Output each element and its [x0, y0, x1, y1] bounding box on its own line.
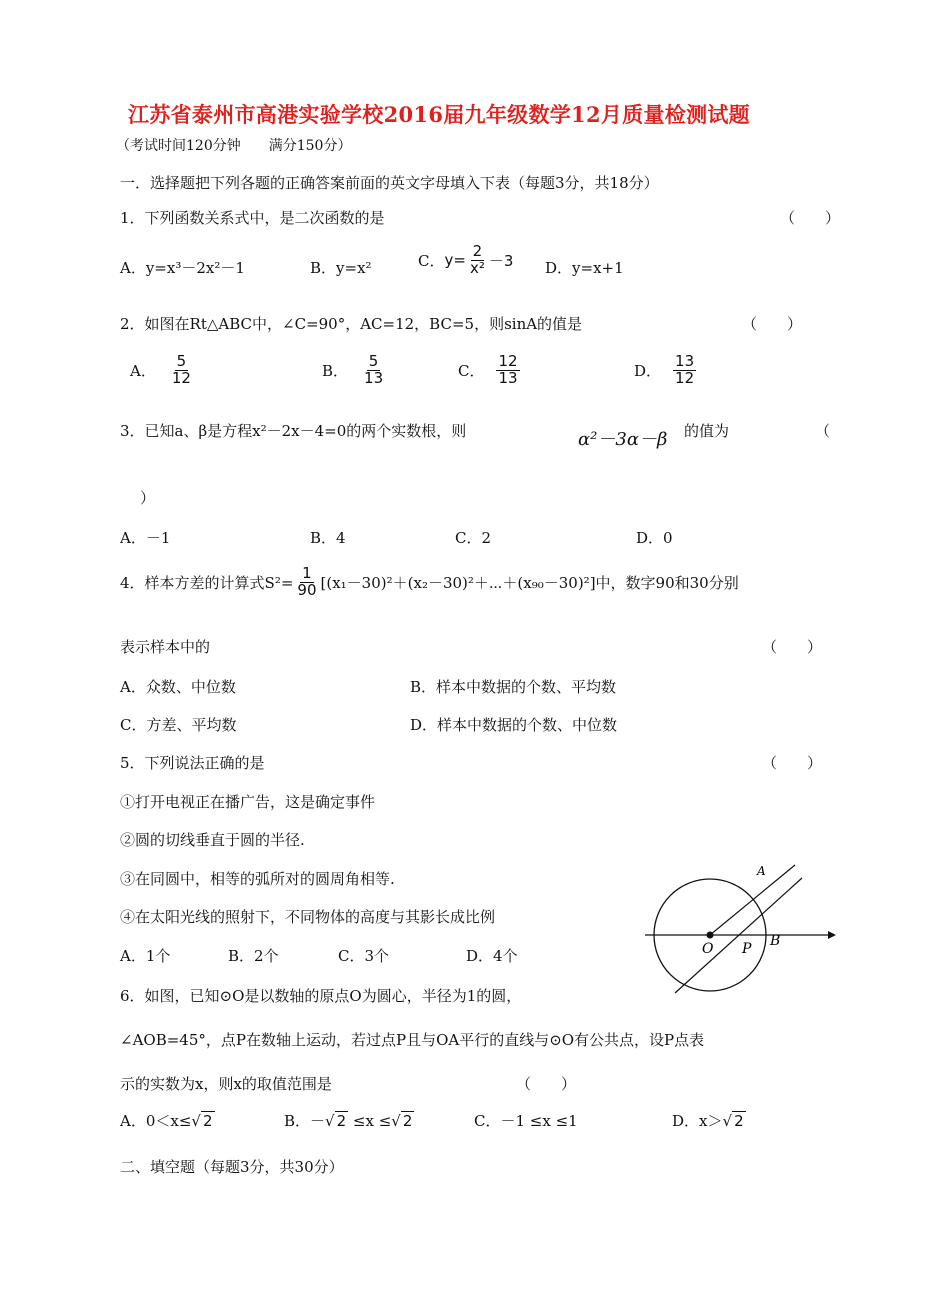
q2-option-d — [634, 354, 698, 387]
q2-text: 2．如图在Rt△ABC中，∠C=90°，AC=12，BC=5，则sinA的值是 — [120, 315, 583, 333]
q3-option-b: B．4 — [310, 529, 346, 547]
q6-option-d-sqrt: √ 2 — [722, 1112, 744, 1130]
q2-option-a-fraction — [170, 354, 193, 387]
q3-bracket-open: （ — [815, 422, 831, 440]
q2-option-b-numerator: 5 — [368, 352, 379, 370]
q4-option-c: C．方差、平均数 — [120, 716, 237, 734]
q1-text: 1．下列函数关系式中，是二次函数的是 — [120, 209, 385, 227]
q3-option-c: C．2 — [455, 529, 492, 547]
q2-option-a-numerator: 5 — [176, 352, 187, 370]
q4-option-a: A．众数、中位数 — [120, 678, 236, 696]
q2-option-c-label: C． — [458, 361, 485, 380]
q2-option-d-numerator: 13 — [675, 352, 695, 370]
q2-option-a — [130, 354, 195, 387]
q6-option-a-prefix: A．0＜x≤ — [120, 1112, 192, 1130]
q2-option-c — [458, 354, 522, 387]
q1-option-c-numerator: 2 — [472, 242, 483, 260]
q1-option-c-label: C． — [418, 251, 445, 270]
q1-option-c-denominator: x² — [469, 258, 485, 277]
q6-option-b-sqrt-2: √ 2 — [391, 1112, 413, 1130]
q5-statement-2: ②圆的切线垂直于圆的半径. — [120, 831, 305, 849]
q5-answer-bracket: （ ） — [762, 754, 823, 772]
number-line-arrowhead — [828, 931, 836, 939]
q4-option-d: D．样本中数据的个数、中位数 — [410, 716, 618, 734]
q6-option-d-radicand: 2 — [734, 1112, 744, 1130]
q3-option-d: D．0 — [636, 529, 673, 547]
q5-option-c: C．3个 — [338, 947, 390, 965]
q4-text-suffix: [(x₁－30)²＋(x₂－30)²＋⋯＋(x₉₀－30)²]中，数字90和30分别 — [320, 573, 739, 592]
q4-denominator: 90 — [297, 580, 317, 599]
q6-option-b — [284, 1110, 414, 1131]
q2-option-d-label: D． — [634, 361, 662, 380]
q2-option-b — [322, 354, 387, 387]
q3-text-tail: 的值为 — [684, 422, 730, 440]
q2-option-c-numerator: 12 — [498, 352, 518, 370]
q5-option-d: D．4个 — [466, 947, 518, 965]
q6-option-b-radicand-2: 2 — [402, 1112, 413, 1130]
q1-option-c-fraction — [468, 244, 487, 277]
q2-option-c-fraction — [496, 354, 519, 387]
section-1-heading: 一．选择题把下列各题的正确答案前面的英文字母填入下表（每题3分，共18分） — [120, 174, 659, 192]
q2-option-d-denominator: 12 — [675, 368, 695, 387]
q4-option-b: B．样本中数据的个数、平均数 — [410, 678, 617, 696]
q5-statement-3: ③在同圆中，相等的弧所对的圆周角相等. — [120, 870, 395, 888]
circle-number-line-figure — [640, 860, 840, 1000]
q6-text-line3: 示的实数为x，则x的取值范围是 — [120, 1075, 332, 1093]
page-title: 江苏省泰州市高港实验学校2016届九年级数学12月质量检测试题 — [128, 102, 750, 127]
q4-text-prefix: 4．样本方差的计算式S²= — [120, 573, 294, 592]
q6-option-a — [120, 1110, 215, 1131]
q4-answer-bracket: （ ） — [762, 638, 823, 656]
q3-option-a: A．－1 — [120, 529, 171, 547]
q4-text-line2: 表示样本中的 — [120, 638, 211, 656]
q5-statement-1: ①打开电视正在播广告，这是确定事件 — [120, 793, 376, 811]
q5-option-a: A．1个 — [120, 947, 171, 965]
q2-answer-bracket: （ ） — [742, 315, 803, 333]
q4-fraction — [295, 566, 318, 599]
q1-option-c-suffix: －3 — [488, 251, 514, 270]
q2-option-a-denominator: 12 — [171, 368, 191, 387]
q6-text-line2: ∠AOB=45°，点P在数轴上运动，若过点P且与OA平行的直线与⊙O有公共点，设P点表 — [120, 1031, 705, 1049]
q5-text: 5．下列说法正确的是 — [120, 754, 265, 772]
q6-option-b-prefix: B．－ — [284, 1112, 326, 1130]
q6-option-b-radicand-1: 2 — [336, 1112, 347, 1130]
q3-text: 3．已知a、β是方程x²－2x－4=0的两个实数根，则 — [120, 422, 467, 440]
exam-info: （考试时间120分钟 满分150分） — [116, 138, 352, 154]
q1-option-a: A．y=x³－2x²－1 — [120, 259, 245, 277]
q1-option-d: D．y=x+1 — [545, 259, 624, 277]
q1-option-c — [418, 244, 513, 277]
q1-option-b: B．y=x² — [310, 259, 372, 277]
q5-option-b: B．2个 — [228, 947, 279, 965]
q3-expression: α²－3α－β — [578, 429, 668, 450]
ray-oa — [710, 865, 795, 935]
label-a: A — [757, 864, 766, 878]
q6-option-c: C．－1 ≤x ≤1 — [474, 1112, 578, 1130]
q2-option-c-denominator: 13 — [498, 368, 518, 387]
q2-option-b-fraction — [362, 354, 385, 387]
q2-option-a-label: A． — [130, 361, 156, 380]
q6-option-a-radicand: 2 — [202, 1112, 213, 1130]
q3-bracket-close: ） — [140, 489, 156, 507]
q6-option-a-sqrt: √ 2 — [191, 1112, 213, 1130]
section-2-heading: 二、填空题（每题3分，共30分） — [120, 1158, 344, 1176]
label-o: O — [702, 941, 714, 957]
q6-option-b-sqrt-1: √ 2 — [325, 1112, 347, 1130]
q5-statement-4: ④在太阳光线的照射下，不同物体的高度与其影长成比例 — [120, 908, 496, 926]
q4-text — [120, 566, 739, 599]
q6-text-line1: 6．如图，已知⊙O是以数轴的原点O为圆心，半径为1的圆， — [120, 987, 522, 1005]
q2-option-d-fraction — [673, 354, 696, 387]
label-b: B — [770, 933, 781, 949]
label-p: P — [742, 941, 752, 957]
q6-option-d-prefix: D．x＞ — [672, 1112, 723, 1130]
q6-option-b-middle: ≤x ≤ — [352, 1112, 392, 1130]
q1-option-c-prefix: y= — [444, 251, 466, 270]
q1-answer-bracket: （ ） — [780, 209, 841, 227]
q6-answer-bracket: （ ） — [516, 1075, 577, 1093]
q2-option-b-label: B． — [322, 361, 349, 380]
q6-option-d — [672, 1110, 746, 1131]
q2-option-b-denominator: 13 — [364, 368, 384, 387]
q4-numerator: 1 — [302, 564, 312, 582]
